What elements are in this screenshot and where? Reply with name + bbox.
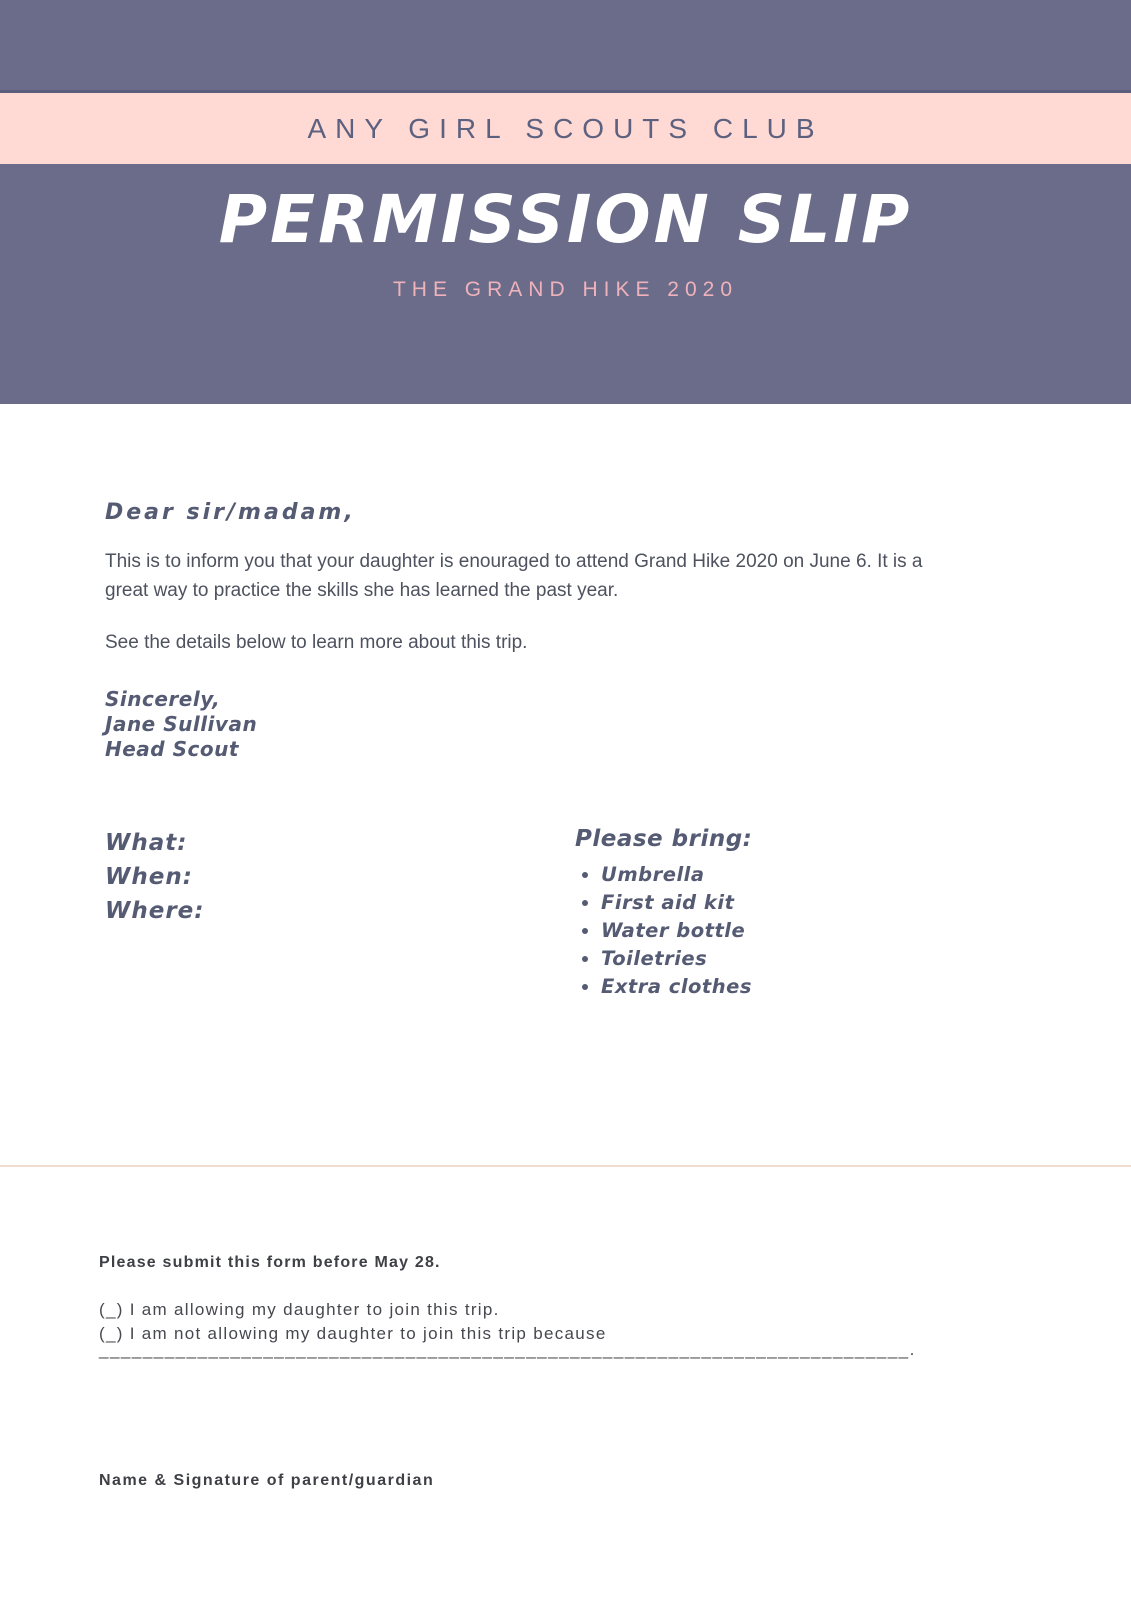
paragraph-1-line-2: great way to practice the skills she has learned the past year. xyxy=(105,580,619,601)
reason-blank-line: __________________________________________________________________________. xyxy=(99,1340,916,1359)
bring-item: • Water bottle xyxy=(601,917,752,945)
club-banner xyxy=(0,93,1131,164)
please-bring-section xyxy=(575,826,752,1001)
page-title: PERMISSION SLIP xyxy=(218,181,913,258)
letter-paragraph-2: See the details below to learn more about this trip. xyxy=(105,632,528,653)
paragraph-1-line-1: This is to inform you that your daughter is enouraged to attend Grand Hike 2020 on June 6. It is a xyxy=(105,551,923,572)
option-allow: (_) I am allowing my daughter to join this trip. xyxy=(99,1300,500,1319)
option-disallow: (_) I am not allowing my daughter to join this trip because xyxy=(99,1324,607,1343)
signature-label: Name & Signature of parent/guardian xyxy=(99,1472,435,1489)
closing-word: Sincerely, xyxy=(105,687,221,711)
signer-name: Jane Sullivan xyxy=(105,712,258,736)
header-top-band xyxy=(0,0,1131,93)
where-label: Where: xyxy=(105,898,205,924)
what-label: What: xyxy=(105,830,188,856)
submit-deadline: Please submit this form before May 28. xyxy=(99,1254,441,1271)
bring-item: • Umbrella xyxy=(601,861,752,889)
letter-paragraph-1 xyxy=(105,547,922,605)
section-divider xyxy=(0,1165,1131,1167)
when-label: When: xyxy=(105,864,193,890)
please-bring-list xyxy=(575,861,752,1001)
page-subtitle: THE GRAND HIKE 2020 xyxy=(392,278,739,301)
bring-item: • Toiletries xyxy=(601,945,752,973)
permission-options xyxy=(99,1298,607,1346)
please-bring-title: Please bring: xyxy=(575,826,753,852)
bring-item: • Extra clothes xyxy=(601,973,752,1001)
signer-title: Head Scout xyxy=(105,737,239,761)
title-band xyxy=(0,164,1131,404)
trip-detail-labels xyxy=(105,826,204,928)
bring-item: • First aid kit xyxy=(601,889,752,917)
club-name: ANY GIRL SCOUTS CLUB xyxy=(307,113,824,144)
closing-block xyxy=(105,687,257,762)
salutation: Dear sir/madam, xyxy=(105,500,356,525)
